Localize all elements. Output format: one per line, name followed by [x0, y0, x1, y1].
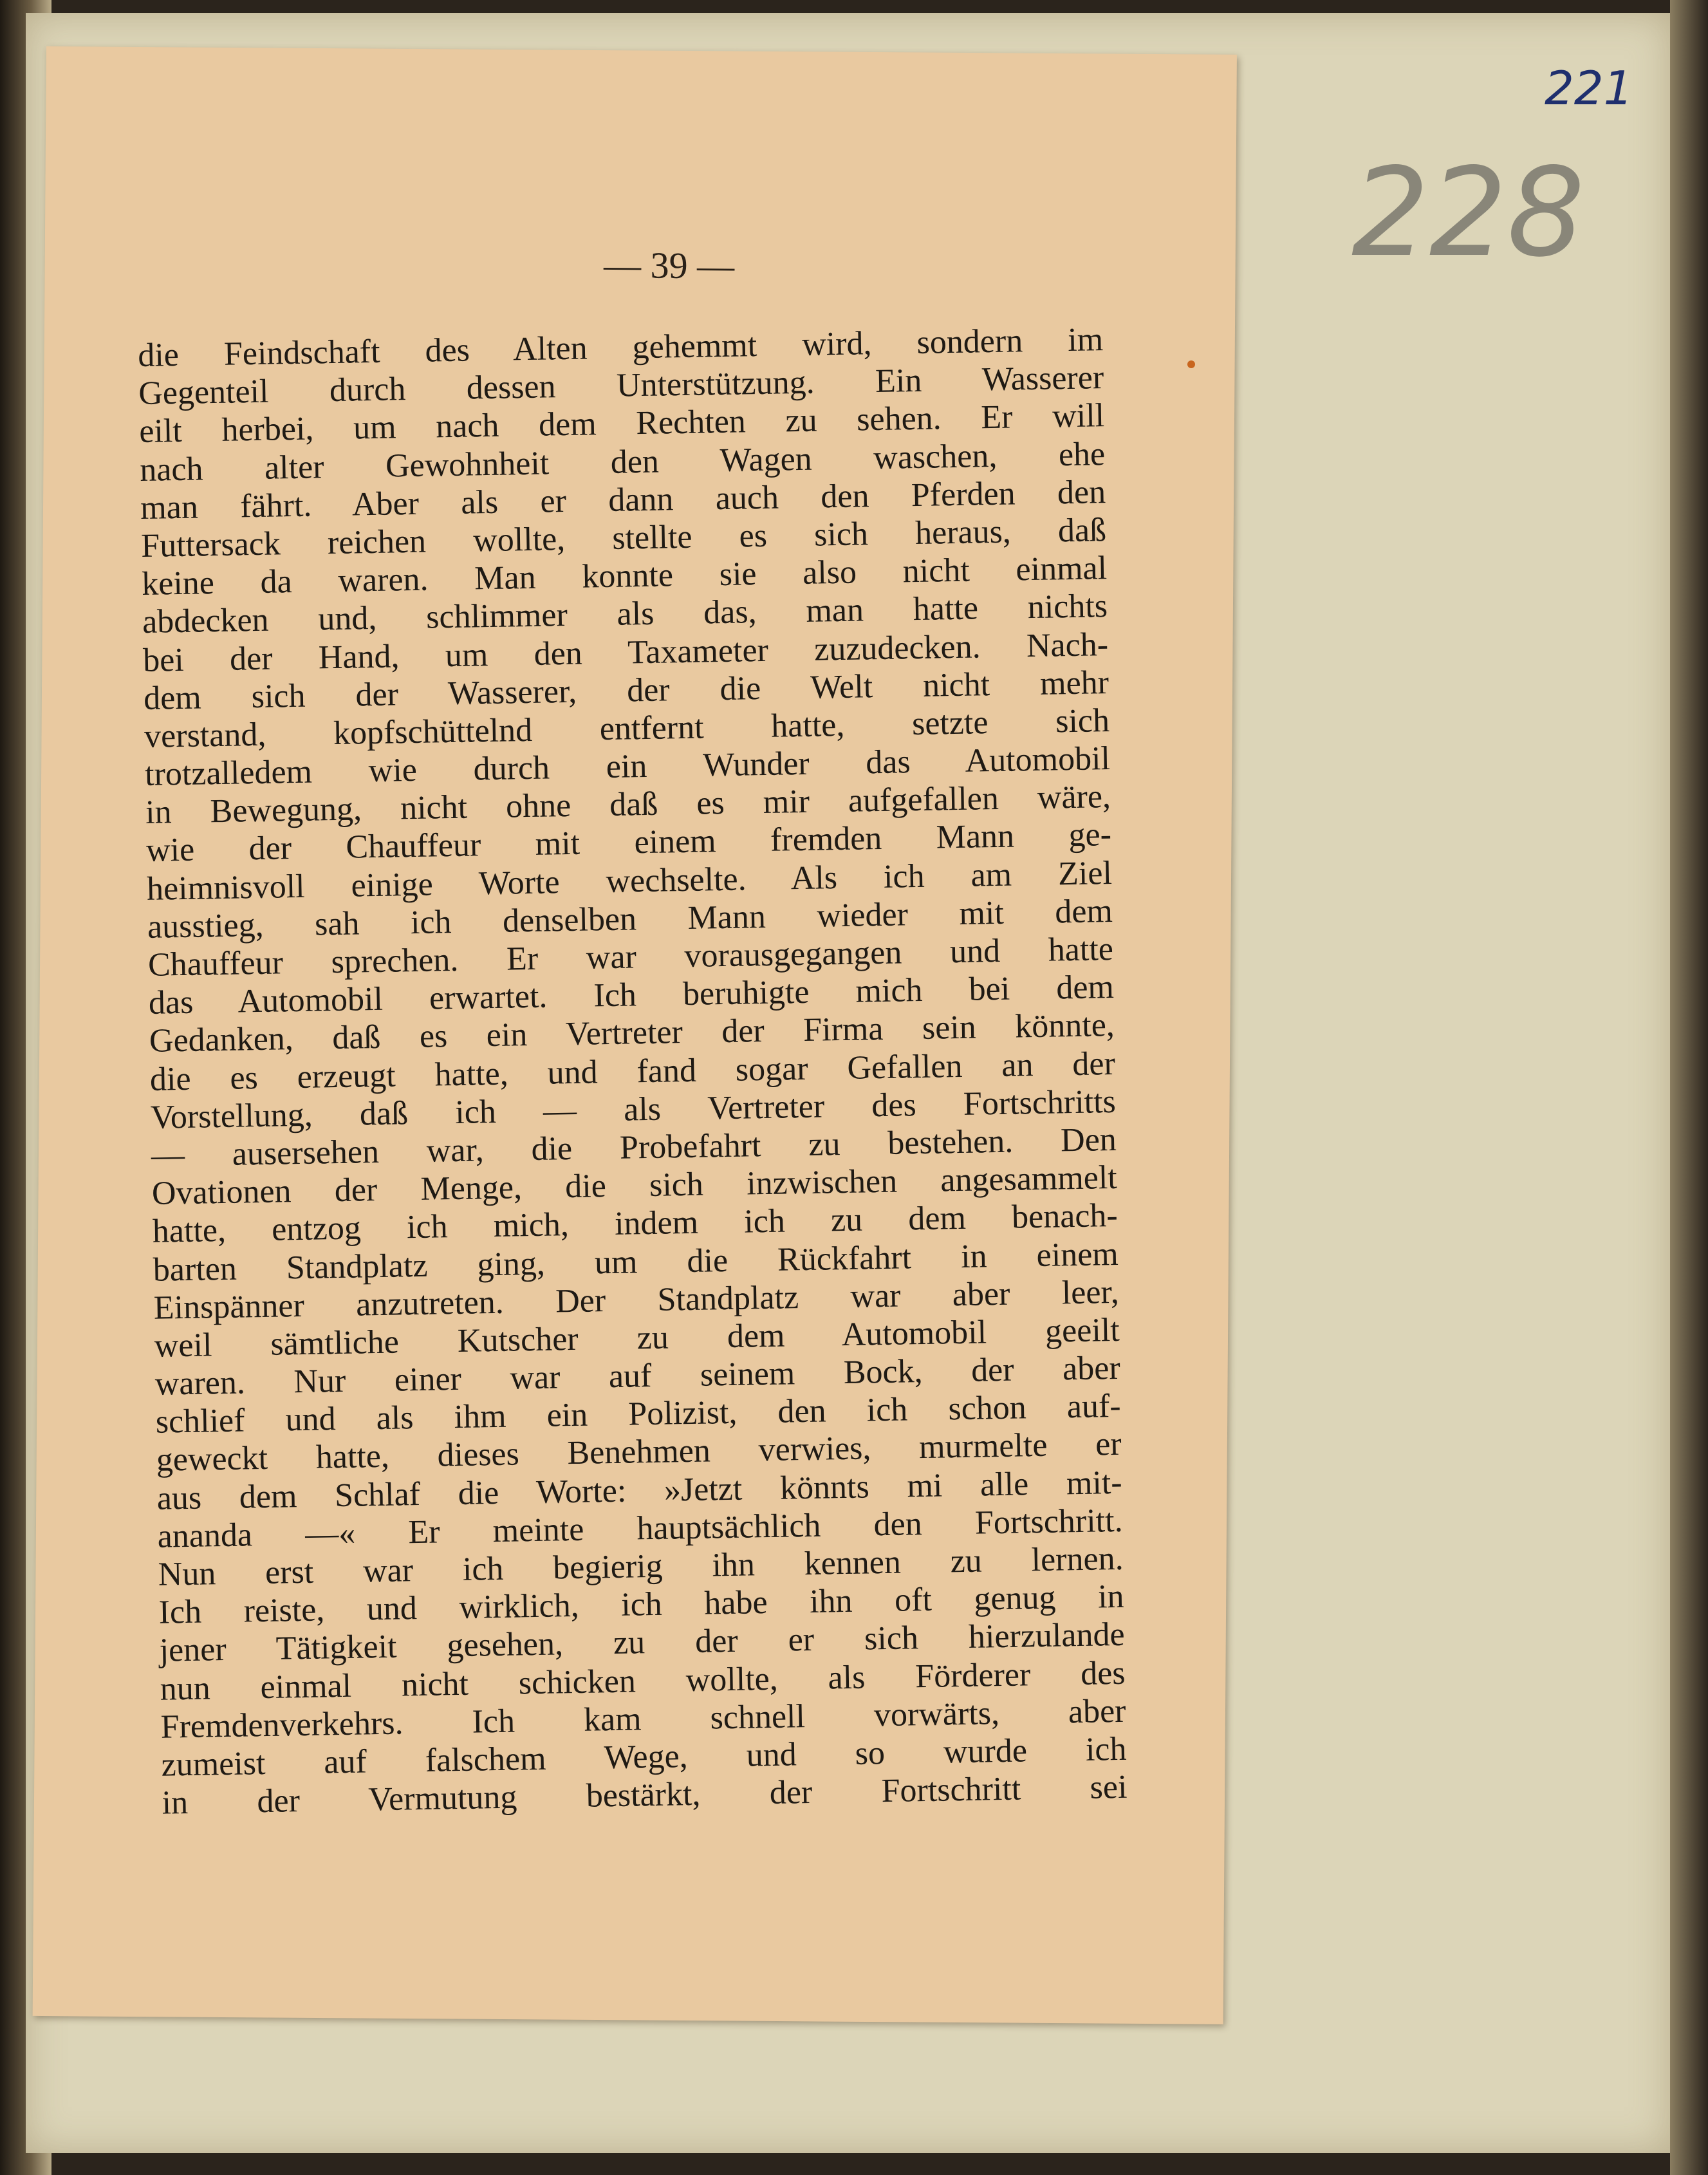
text-line: ananda —« Er meinte hauptsächlich den Fortschritt. — [157, 1502, 1124, 1555]
text-line: waren. Nur einer war auf seinem Bock, der aber — [154, 1349, 1121, 1403]
text-line: hatte, entzog ich mich, indem ich zu dem benach- — [152, 1197, 1119, 1251]
text-line: — ausersehen war, die Probefahrt zu bestehen. Den — [151, 1121, 1117, 1174]
text-line: barten Standplatz ging, um die Rückfahrt in einem — [153, 1235, 1119, 1289]
ink-speck — [1187, 360, 1195, 368]
page-number: — 39 — — [603, 244, 735, 287]
text-line: eilt herbei, um nach dem Rechten zu sehen. Er will — [138, 397, 1105, 451]
text-line: Futtersack reichen wollte, stellte es sich heraus, daß — [140, 512, 1107, 565]
text-line: weil sämtliche Kutscher zu dem Automobil geeilt — [154, 1311, 1120, 1365]
text-line: Gegenteil durch dessen Unterstützung. Ein Wasserer — [138, 359, 1104, 413]
text-line: wie der Chauffeur mit einem fremden Mann ge- — [145, 816, 1112, 870]
text-line: Fremdenverkehrs. Ich kam schnell vorwärts, aber — [160, 1692, 1126, 1746]
body-text — [138, 321, 1128, 1822]
newspaper-clipping — [33, 46, 1237, 2024]
text-line: Ich reiste, und wirklich, ich habe ihn oft genug in — [158, 1578, 1124, 1631]
text-line: Gedanken, daß es ein Vertreter der Firma sein könnte, — [149, 1007, 1115, 1060]
text-line: die es erzeugt hatte, und fand sogar Gefallen an der — [149, 1045, 1116, 1098]
text-line: Chauffeur sprechen. Er war vorausgegangen und hatte — [147, 931, 1114, 984]
pencil-folio-number: 228 — [1351, 142, 1585, 284]
text-line: schlief und als ihm ein Polizist, den ich schon auf- — [155, 1388, 1122, 1441]
text-line: aus dem Schlaf die Worte: »Jetzt könnts mi alle mit- — [156, 1464, 1123, 1517]
text-line: Vorstellung, daß ich — als Vertreter des Fortschritts — [150, 1083, 1117, 1136]
text-line: Einspänner anzutreten. Der Standplatz war aber leer, — [153, 1273, 1120, 1327]
text-line: abdecken und, schlimmer als das, man hatte nichts — [142, 588, 1108, 641]
text-line: heimnisvoll einige Worte wechselte. Als ich am Ziel — [146, 854, 1113, 908]
text-line: jener Tätigkeit gesehen, zu der er sich hierzulande — [159, 1616, 1125, 1670]
text-line: die Feindschaft des Alten gehemmt wird, sondern im — [137, 321, 1104, 374]
text-line: zumeist auf falschem Wege, und so wurde ich — [161, 1730, 1127, 1784]
text-line: Ovationen der Menge, die sich inzwischen angesammelt — [151, 1159, 1118, 1212]
text-line: trotzalledem wie durch ein Wunder das Automobil — [144, 740, 1111, 793]
text-line: man fährt. Aber als er dann auch den Pferden den — [140, 473, 1106, 527]
text-line: geweckt hatte, dieses Benehmen verwies, murmelte er — [156, 1426, 1122, 1479]
text-line: Nun erst war ich begierig ihn kennen zu lernen. — [158, 1540, 1124, 1593]
text-line: nun einmal nicht schicken wollte, als Förderer des — [160, 1654, 1126, 1708]
text-line: keine da waren. Man konnte sie also nicht einmal — [141, 550, 1108, 603]
text-line: in der Vermutung bestärkt, der Fortschritt sei — [162, 1768, 1128, 1822]
page-edge — [1670, 0, 1708, 2175]
archive-folio-number: 221 — [1545, 61, 1633, 115]
text-line: dem sich der Wasserer, der die Welt nicht mehr — [143, 664, 1109, 717]
text-line: bei der Hand, um den Taxameter zuzudecken. Nach- — [142, 626, 1109, 679]
text-line: nach alter Gewohnheit den Wagen waschen, ehe — [139, 435, 1106, 489]
text-line: das Automobil erwartet. Ich beruhigte mich bei dem — [148, 969, 1115, 1022]
text-line: ausstieg, sah ich denselben Mann wieder mit dem — [147, 892, 1113, 946]
text-line: verstand, kopfschüttelnd entfernt hatte, setzte sich — [144, 702, 1110, 755]
text-line: in Bewegung, nicht ohne daß es mir aufgefallen wäre, — [145, 778, 1111, 832]
